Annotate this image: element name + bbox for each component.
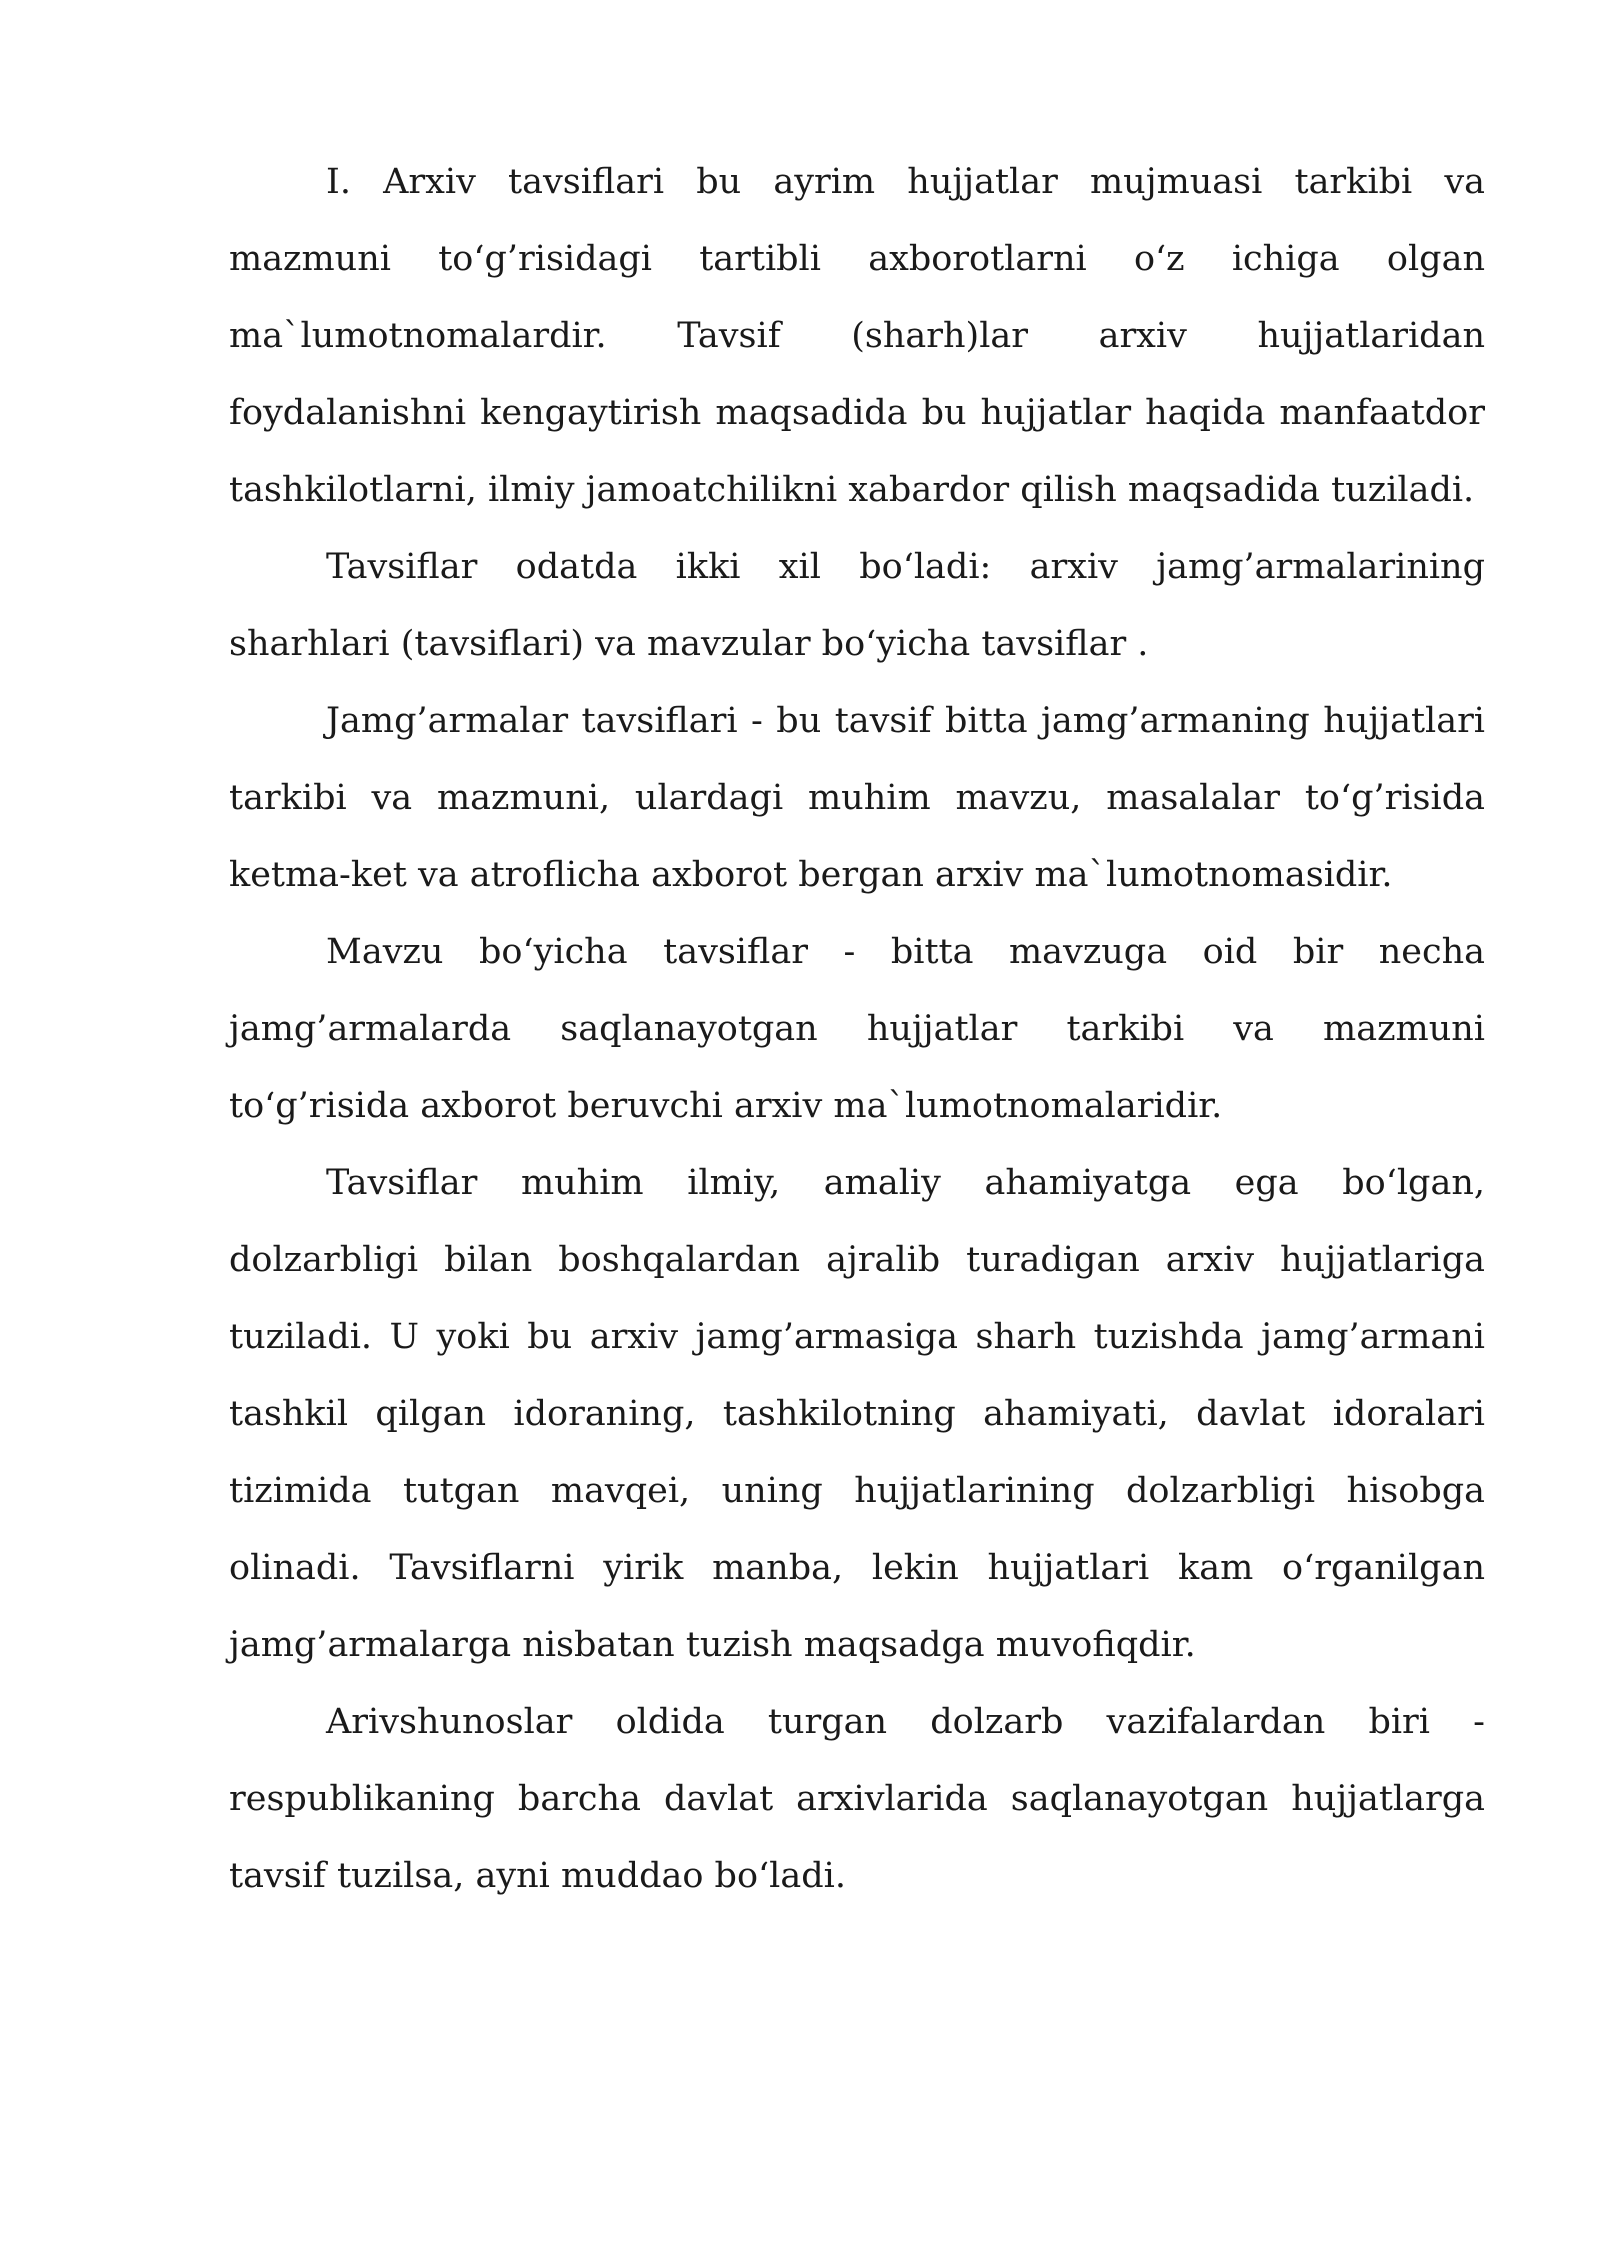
paragraph-arxiv-tavsiflari: I. Arxiv tavsiflari bu ayrim hujjatlar mujmuasi tarkibi va mazmuni to‘g’risidagi tartibli axborotlarni o‘z ichiga olgan ma`lumotnomalardir. Tavsif (sharh)lar arxiv hujjatlaridan foydalanishni kengaytirish maqsadida bu hujjatlar haqida manfaatdor tashkilotlarni, ilmiy jamoatchilikni xabardor qilish maqsadida tuziladi. xyxy=(229,162,1485,510)
paragraph-jamgarmalar-tavsiflari: Jamg’armalar tavsiflari - bu tavsif bitta jamg’armaning hujjatlari tarkibi va mazmuni, ulardagi muhim mavzu, masalalar to‘g’risida ketma-ket va atroflicha axborot bergan arxiv ma`lumotnomasidir. xyxy=(229,701,1485,895)
paragraph-arxivshunoslar-vazifasi: Arivshunoslar oldida turgan dolzarb vazifalardan biri - respublikaning barcha davlat arxivlarida saqlanayotgan hujjatlarga tavsif tuzilsa, ayni muddao bo‘ladi. xyxy=(229,1702,1485,1896)
paragraph-mavzu-tavsiflari: Mavzu bo‘yicha tavsiflar - bitta mavzuga oid bir necha jamg’armalarda saqlanayotgan hujjatlar tarkibi va mazmuni to‘g’risida axborot beruvchi arxiv ma`lumotnomalaridir. xyxy=(229,932,1485,1126)
document-body xyxy=(229,144,1485,1915)
paragraph-tavsiflar-ahamiyati: Tavsiflar muhim ilmiy, amaliy ahamiyatga ega bo‘lgan, dolzarbligi bilan boshqalardan ajralib turadigan arxiv hujjatlariga tuziladi. U yoki bu arxiv jamg’armasiga sharh tuzishda jamg’armani tashkil qilgan idoraning, tashkilotning ahamiyati, davlat idoralari tizimida tutgan mavqei, uning hujjatlarining dolzarbligi hisobga olinadi. Tavsiflarni yirik manba, lekin hujjatlari kam o‘rganilgan jamg’armalarga nisbatan tuzish maqsadga muvofiqdir. xyxy=(229,1163,1485,1665)
paragraph-tavsiflar-turlari: Tavsiflar odatda ikki xil bo‘ladi: arxiv jamg’armalarining sharhlari (tavsiflari) va mavzular bo‘yicha tavsiflar . xyxy=(229,547,1485,664)
